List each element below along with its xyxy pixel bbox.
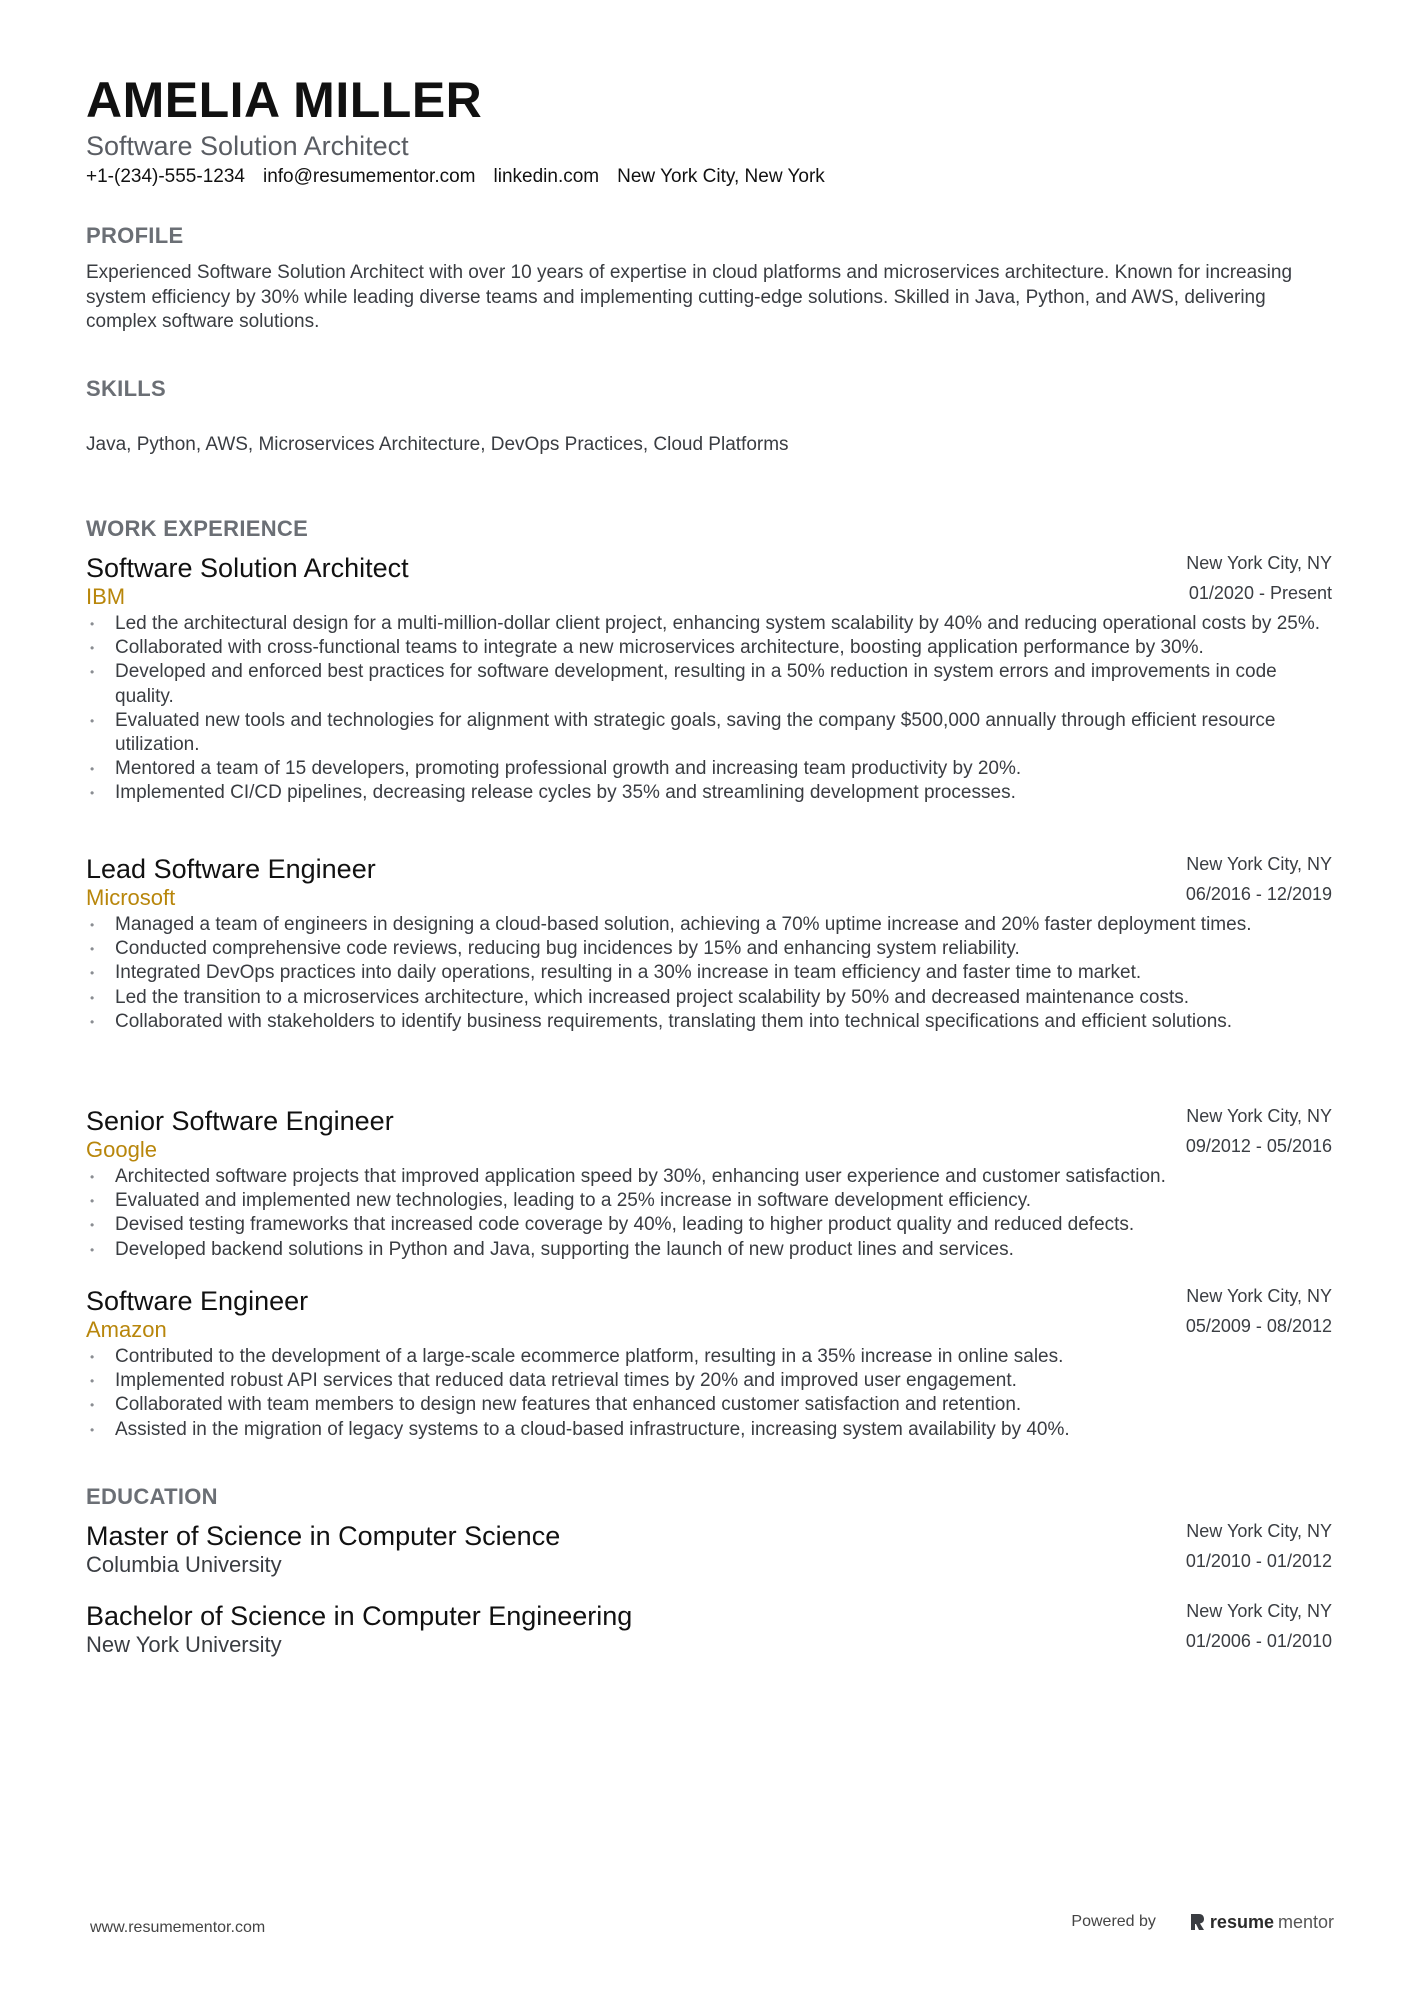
education-location: New York City, NY <box>1186 1521 1332 1541</box>
job-entry-google <box>86 1105 1332 1262</box>
footer-powered-by <box>1071 1912 1334 1932</box>
job-location: New York City, NY <box>1186 1286 1332 1306</box>
bullet-item: • Evaluated and implemented new technologies, leading to a 25% increase in software development efficiency. <box>86 1189 1332 1213</box>
bullet-item: • Collaborated with team members to design new features that enhanced customer satisfaction and retention. <box>86 1393 1332 1417</box>
contact-phone: +1-(234)-555-1234 <box>86 166 245 187</box>
bullet-item: • Led the transition to a microservices architecture, which increased project scalability by 50% and decreased maintenance costs. <box>86 986 1332 1010</box>
bullet-item: • Mentored a team of 15 developers, promoting professional growth and increasing team productivity by 20%. <box>86 757 1332 781</box>
job-entry-amazon <box>86 1285 1332 1442</box>
job-dates: 05/2009 - 08/2012 <box>1185 1316 1332 1336</box>
job-dates: 01/2020 - Present <box>1188 583 1332 603</box>
education-entry <box>86 1600 1332 1657</box>
education-dates: 01/2010 - 01/2012 <box>1185 1551 1332 1571</box>
bullet-item: • Led the architectural design for a multi-million-dollar client project, enhancing system scalability by 40% and reducing operational costs by 25%. <box>86 612 1332 636</box>
education-heading: EDUCATION <box>86 1484 218 1509</box>
job-title: Software Engineer <box>86 1286 309 1316</box>
work-experience-heading: WORK EXPERIENCE <box>86 516 309 541</box>
job-bullets <box>86 612 1332 806</box>
bullet-item: • Architected software projects that improved application speed by 30%, enhancing user experience and customer satisfaction. <box>86 1165 1332 1189</box>
contact-email[interactable]: info@resumementor.com <box>262 166 476 187</box>
job-entry-ibm <box>86 552 1332 806</box>
bullet-item: • Collaborated with stakeholders to identify business requirements, translating them into technical specifications and efficient solutions. <box>86 1010 1332 1034</box>
skills-text: Java, Python, AWS, Microservices Architecture, DevOps Practices, Cloud Platforms <box>86 434 789 455</box>
job-bullets <box>86 1345 1332 1442</box>
job-company: Google <box>86 1137 157 1162</box>
contact-linkedin[interactable]: linkedin.com <box>493 166 600 187</box>
job-location: New York City, NY <box>1186 854 1332 874</box>
brand-name-rest: mentor <box>1277 1912 1334 1932</box>
job-dates: 06/2016 - 12/2019 <box>1185 884 1332 904</box>
job-title: Senior Software Engineer <box>86 1106 394 1136</box>
job-title: Software Solution Architect <box>86 553 409 583</box>
job-title: Lead Software Engineer <box>86 854 376 884</box>
job-company: Amazon <box>86 1317 167 1342</box>
job-company: IBM <box>86 584 126 609</box>
candidate-name: AMELIA MILLER <box>86 72 483 128</box>
brand-name-bold: resume <box>1209 1912 1274 1932</box>
footer-url[interactable]: www.resumementor.com <box>90 1919 266 1936</box>
bullet-item: • Devised testing frameworks that increased code coverage by 40%, leading to higher product quality and reduced defects. <box>86 1213 1332 1237</box>
bullet-item: • Developed and enforced best practices for software development, resulting in a 50% reduction in system errors and improvements in code quality. <box>86 660 1332 708</box>
bullet-item: • Implemented CI/CD pipelines, decreasing release cycles by 35% and streamlining development processes. <box>86 781 1332 805</box>
education-location: New York City, NY <box>1186 1601 1332 1621</box>
bullet-item: • Integrated DevOps practices into daily operations, resulting in a 30% increase in team efficiency and faster time to market. <box>86 961 1332 985</box>
school-name: Columbia University <box>86 1552 282 1577</box>
bullet-item: • Managed a team of engineers in designing a cloud-based solution, achieving a 70% uptime increase and 20% faster deployment times. <box>86 913 1332 937</box>
degree-title: Bachelor of Science in Computer Engineering <box>86 1601 633 1631</box>
profile-text: Experienced Software Solution Architect with over 10 years of expertise in cloud platforms and microservices architecture. Known for increasing system efficiency by 30% while leading diverse teams and implementing cutting-edge solutions. Skilled in Java, Python, and AWS, delivering complex software solutions. <box>86 262 1293 332</box>
bullet-item: • Contributed to the development of a large-scale ecommerce platform, resulting in a 35% increase in online sales. <box>86 1345 1332 1369</box>
bullet-item: • Implemented robust API services that reduced data retrieval times by 20% and improved user engagement. <box>86 1369 1332 1393</box>
job-dates: 09/2012 - 05/2016 <box>1185 1136 1332 1156</box>
bullet-item: • Developed backend solutions in Python and Java, supporting the launch of new product lines and services. <box>86 1238 1332 1262</box>
job-entry-microsoft <box>86 853 1332 1034</box>
bullet-item: • Conducted comprehensive code reviews, reducing bug incidences by 15% and enhancing system reliability. <box>86 937 1332 961</box>
profile-heading: PROFILE <box>86 223 184 248</box>
job-location: New York City, NY <box>1186 1106 1332 1126</box>
contact-line <box>86 165 825 189</box>
brand-logo[interactable] <box>1188 1912 1334 1932</box>
candidate-title: Software Solution Architect <box>86 131 409 161</box>
job-location: New York City, NY <box>1186 553 1332 573</box>
education-dates: 01/2006 - 01/2010 <box>1185 1631 1332 1651</box>
contact-location: New York City, New York <box>617 166 825 187</box>
resumementor-logo-icon <box>1188 1912 1206 1932</box>
skills-heading: SKILLS <box>86 376 167 401</box>
job-bullets <box>86 913 1332 1034</box>
degree-title: Master of Science in Computer Science <box>86 1521 561 1551</box>
education-entry <box>86 1520 1332 1577</box>
bullet-item: • Assisted in the migration of legacy systems to a cloud-based infrastructure, increasing system availability by 40%. <box>86 1418 1332 1442</box>
powered-by-label: Powered by <box>1071 1913 1156 1930</box>
bullet-item: • Evaluated new tools and technologies for alignment with strategic goals, saving the company $500,000 annually through efficient resource utilization. <box>86 709 1332 757</box>
job-bullets <box>86 1165 1332 1262</box>
bullet-item: • Collaborated with cross-functional teams to integrate a new microservices architecture, boosting application performance by 30%. <box>86 636 1332 660</box>
school-name: New York University <box>86 1632 282 1657</box>
job-company: Microsoft <box>86 885 176 910</box>
